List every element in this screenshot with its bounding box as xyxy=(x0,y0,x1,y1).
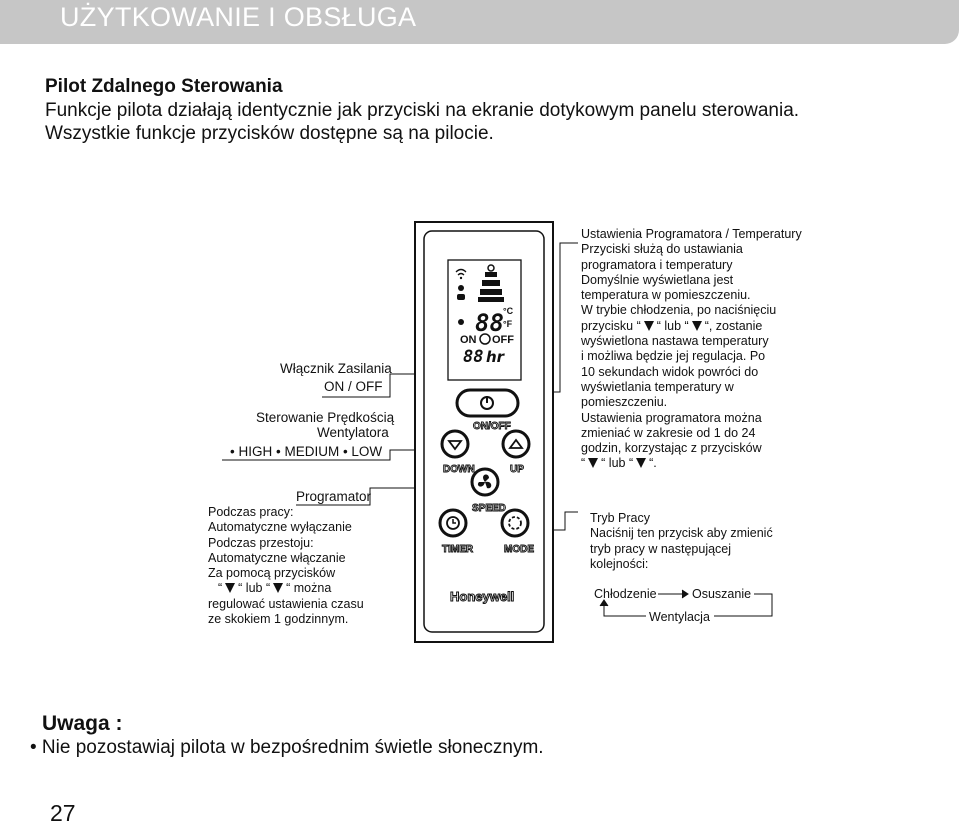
down-triangle-icon xyxy=(636,458,646,468)
up-button[interactable] xyxy=(503,431,529,457)
cycle-fan: Wentylacja xyxy=(649,610,710,624)
lcd-off: OFF xyxy=(492,334,514,346)
speed-title-2: Wentylatora xyxy=(317,425,389,440)
timer-description: Podczas pracy: Automatyczne wyłączanie Podczas przestoju: Automatyczne włączanie Za pomocą przycisków “ “ lub “ “ można regulować ustawienia czasu ze skokiem 1 godzinnym. xyxy=(208,505,364,627)
note-title: Uwaga : xyxy=(42,712,123,735)
section-title: Pilot Zdalnego Sterowania xyxy=(45,76,283,97)
cycle-cool: Chłodzenie xyxy=(594,587,657,601)
onoff-label: ON/OFF xyxy=(473,421,511,432)
down-triangle-icon xyxy=(644,321,654,331)
lcd-hour-digits: 88 xyxy=(463,347,484,367)
speed-title-1: Sterowanie Prędkością xyxy=(256,410,395,425)
header-title: UŻYTKOWANIE I OBSŁUGA xyxy=(60,2,417,32)
down-triangle-icon xyxy=(588,458,598,468)
lcd-celsius: °C xyxy=(503,306,514,316)
down-label: DOWN xyxy=(443,464,475,475)
down-triangle-icon xyxy=(692,321,702,331)
mode-button[interactable] xyxy=(502,510,528,536)
mode-label: MODE xyxy=(504,544,534,555)
brand-logo: Honeywell xyxy=(450,589,515,604)
note-text: • Nie pozostawiaj pilota w bezpośrednim świetle słonecznym. xyxy=(30,737,544,758)
timer-button[interactable] xyxy=(440,510,466,536)
intro-text: Funkcje pilota działają identycznie jak przyciski na ekranie dotykowym panelu sterowania. Wszystkie funkcje przycisków dostępne są na pilocie. xyxy=(45,100,800,144)
lcd-hr: hr xyxy=(486,348,505,366)
speed-button[interactable] xyxy=(472,469,498,495)
timer-label: TIMER xyxy=(442,544,474,555)
down-button[interactable] xyxy=(442,431,468,457)
mode-text: Tryb Pracy Naciśnij ten przycisk aby zmienić tryb pracy w następującej kolejności: xyxy=(590,511,773,571)
lcd-temp-digits: 88 xyxy=(475,309,504,337)
power-title: Włącznik Zasilania xyxy=(280,361,392,376)
power-value: ON / OFF xyxy=(324,379,383,394)
prog-settings-text: Ustawienia Programatora / Temperatury Przyciski służą do ustawiania programatora i temperatury Domyślnie wyświetlana jest temperatura w pomieszczeniu. W trybie chłodzenia, po naciśnięciu przycisku “ “ lub “ “, zostanie wyświetlona nastawa temperatury i możliwa będzie jej regulacja. Po 10 sekundach widok powróci do wyświetlania temperatury w pomieszczeniu. Ustawienia programatora można zmieniać w zakresie od 1 do 24 godzin, korzystając z przycisków “ “ lub “ “. xyxy=(581,227,802,471)
lcd-fahrenheit: °F xyxy=(503,319,513,329)
lcd-on: ON xyxy=(460,334,477,346)
page-number: 27 xyxy=(50,800,76,826)
down-triangle-icon xyxy=(273,583,283,593)
speed-value: • HIGH • MEDIUM • LOW xyxy=(230,444,383,459)
cycle-dry: Osuszanie xyxy=(692,587,752,601)
timer-title: Programator xyxy=(296,489,372,504)
onoff-button[interactable] xyxy=(457,390,518,416)
up-label: UP xyxy=(510,464,524,475)
down-triangle-icon xyxy=(225,583,235,593)
speed-label: SPEED xyxy=(472,503,506,514)
